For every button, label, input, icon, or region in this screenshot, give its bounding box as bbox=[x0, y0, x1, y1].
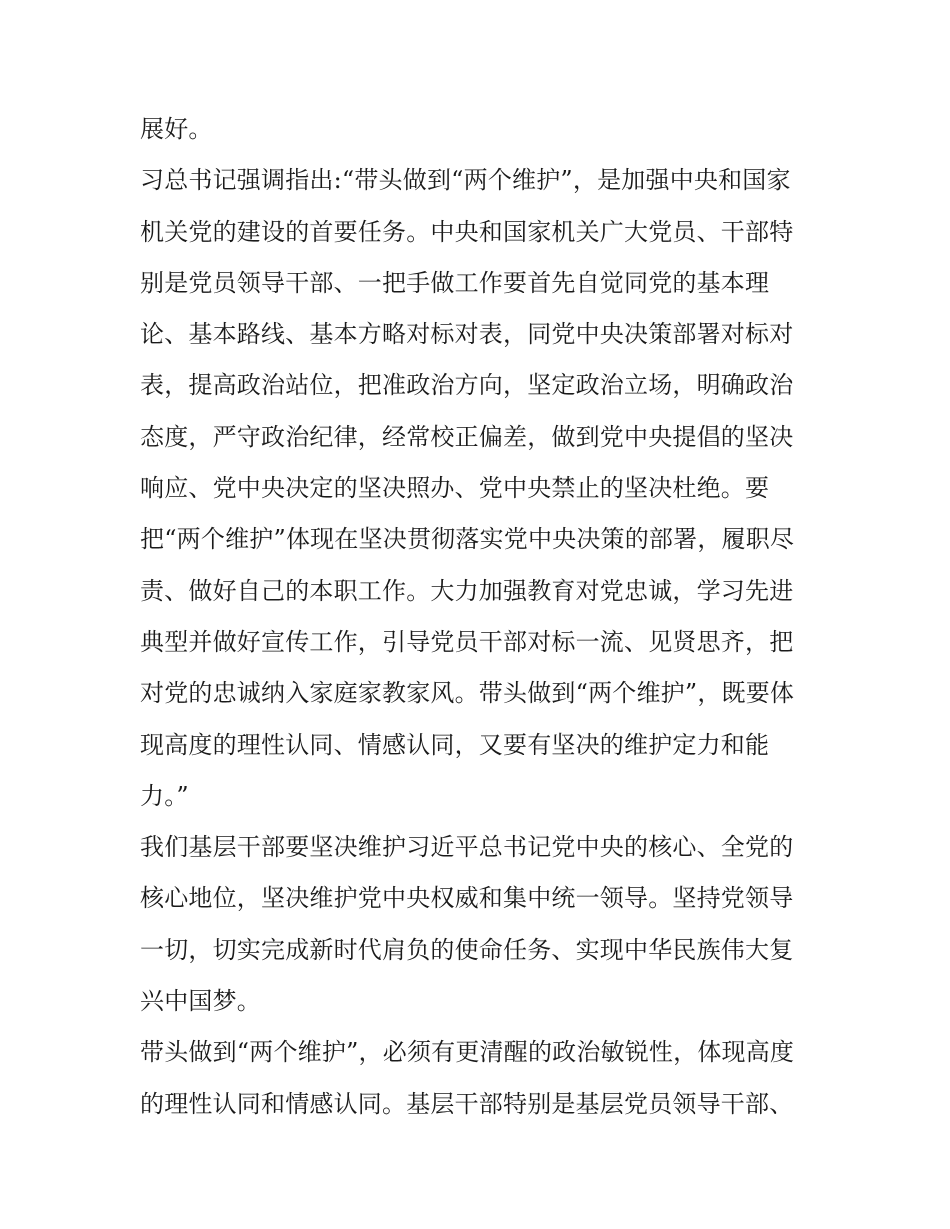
text-line: 态度，严守政治纪律，经常校正偏差，做到党中央提倡的坚决 bbox=[140, 422, 794, 451]
text-line: 带头做到“两个维护”，必须有更清醒的政治敏锐性，体现高度 bbox=[140, 1038, 795, 1067]
text-line: 表，提高政治站位，把准政治方向，坚定政治立场，明确政治 bbox=[140, 371, 794, 400]
text-line: 一切，切实完成新时代肩负的使命任务、实现中华民族伟大复 bbox=[140, 935, 794, 964]
text-line: 响应、党中央决定的坚决照办、党中央禁止的坚决杜绝。要 bbox=[140, 474, 770, 503]
text-line: 核心地位，坚决维护党中央权威和集中统一领导。坚持党领导 bbox=[140, 884, 794, 913]
text-line: 责、做好自己的本职工作。大力加强教育对党忠诚，学习先进 bbox=[140, 576, 794, 605]
text-line: 我们基层干部要坚决维护习近平总书记党中央的核心、全党的 bbox=[140, 833, 794, 862]
text-line: 论、基本路线、基本方略对标对表，同党中央决策部署对标对 bbox=[140, 320, 794, 349]
text-line: 的理性认同和情感认同。基层干部特别是基层党员领导干部、 bbox=[140, 1089, 794, 1118]
text-line: 力。” bbox=[140, 781, 189, 810]
body-text bbox=[140, 104, 820, 1130]
text-line: 机关党的建设的首要任务。中央和国家机关广大党员、干部特 bbox=[140, 217, 794, 246]
text-line: 别是党员领导干部、一把手做工作要首先自觉同党的基本理 bbox=[140, 268, 770, 297]
text-line: 兴中国梦。 bbox=[140, 987, 261, 1016]
text-line: 对党的忠诚纳入家庭家教家风。带头做到“两个维护”，既要体 bbox=[140, 679, 795, 708]
text-line: 展好。 bbox=[140, 115, 213, 143]
text-line: 把“两个维护”体现在坚决贯彻落实党中央决策的部署，履职尽 bbox=[140, 525, 795, 554]
text-line: 习总书记强调指出:“带头做到“两个维护”，是加强中央和国家 bbox=[140, 166, 791, 195]
text-line: 现高度的理性认同、情感认同，又要有坚决的维护定力和能 bbox=[140, 730, 770, 759]
text-line: 典型并做好宣传工作，引导党员干部对标一流、见贤思齐，把 bbox=[140, 627, 794, 656]
